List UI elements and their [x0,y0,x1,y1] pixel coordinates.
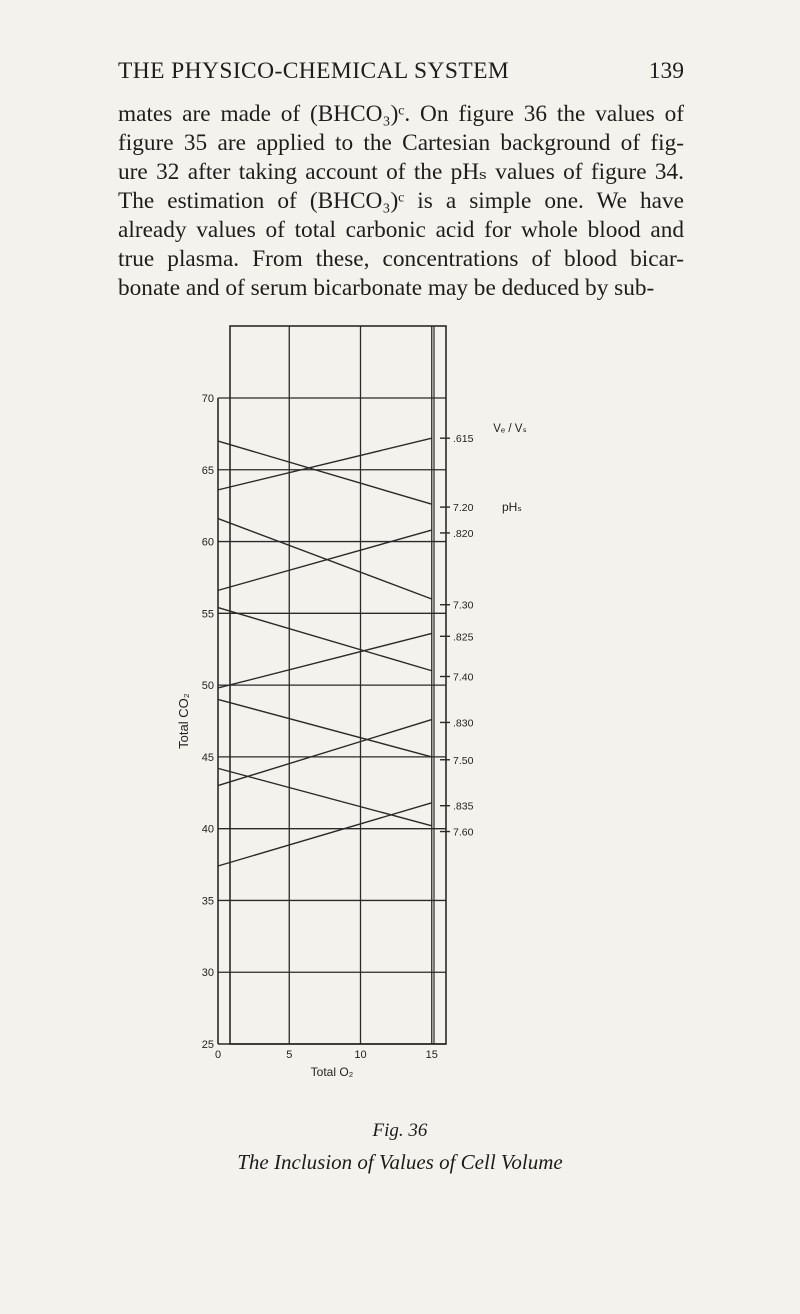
x-axis-title: Total O₂ [310,1065,354,1079]
series-line [218,699,432,756]
page-number: 139 [648,58,684,84]
y-tick-label: 25 [201,1039,214,1051]
y-tick-label: 65 [201,464,214,477]
x-tick-label: 15 [425,1049,438,1061]
right-scale-label: 7.40 [453,671,474,684]
right-scale-label: .825 [453,631,474,644]
text-line: figure 35 are applied to the Cartesian background of fig- [118,130,684,156]
text-line: mates are made of (BHCO₃)ᶜ. On figure 36 the values of [118,101,684,127]
text-line: true plasma. From these, concentrations of blood bicar- [118,246,684,272]
body-paragraph [118,100,684,303]
y-tick-label: 30 [201,967,214,980]
y-tick-label: 70 [201,393,214,405]
y-axis-title: Total CO₂ [176,693,191,749]
y-tick-label: 35 [201,895,214,908]
right-scale-label: .820 [453,527,474,540]
text-line: bonate and of serum bicarbonate may be deduced by sub- [118,275,655,301]
series-line [218,803,432,866]
text-line: The estimation of (BHCO₃)ᶜ is a simple one. We have [118,188,684,214]
x-tick-label: 0 [214,1049,222,1061]
x-tick-label: 10 [354,1049,367,1061]
series-line [218,519,432,599]
y-tick-label: 40 [201,823,214,836]
y-tick-label: 55 [201,608,214,621]
running-head [118,58,684,90]
y-tick-label: 45 [201,751,214,764]
series-line [218,530,432,590]
y-tick-label: 50 [201,680,214,693]
ph-axis-title: pHₛ [502,500,522,515]
running-title: THE PHYSICO-CHEMICAL SYSTEM [118,58,510,84]
figure-36-chart [0,320,800,1080]
right-scale-label: 7.20 [453,502,474,515]
text-line: ure 32 after taking account of the pHₛ values of figure 34. [118,159,684,185]
right-scale-label: 7.50 [453,754,474,767]
right-scale-label: .835 [453,800,474,813]
series-line [218,720,432,786]
right-scale-label: 7.60 [453,826,474,839]
right-scale-label: .830 [453,717,474,730]
figure-label: Fig. 36 [372,1120,428,1141]
series-line [218,441,432,504]
figure-caption: The Inclusion of Values of Cell Volume [237,1150,563,1174]
right-scale-label: 7.30 [453,599,474,612]
right-scale-label: .615 [453,433,474,446]
ratio-axis-title: Vₑ / Vₛ [493,423,527,435]
series-line [218,768,432,825]
series-line [218,438,432,490]
text-line: already values of total carbonic acid for whole blood and [118,217,684,243]
y-tick-label: 60 [201,536,214,549]
x-tick-label: 5 [286,1049,293,1061]
